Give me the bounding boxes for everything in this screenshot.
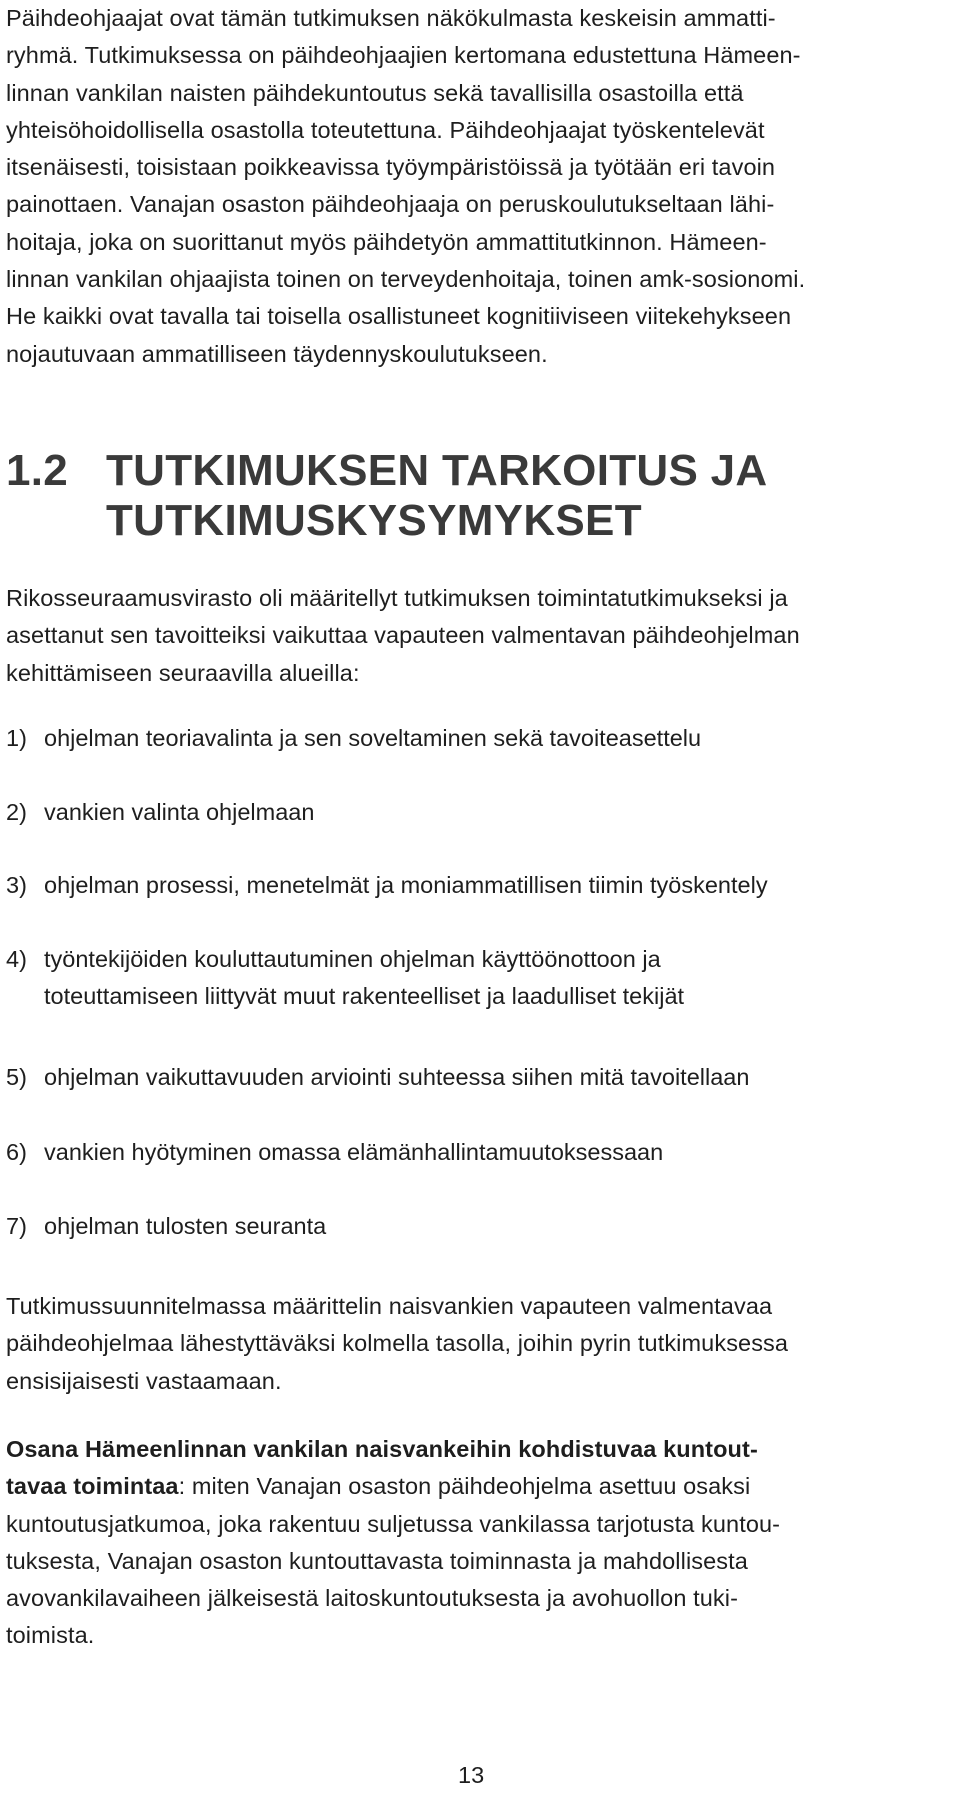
section-number: 1.2 <box>6 446 69 495</box>
list-item-text <box>44 1059 749 1096</box>
rehabilitation-paragraph <box>6 1431 780 1655</box>
text-line: toimista. <box>6 1622 95 1649</box>
text-line <box>6 1468 780 1505</box>
list-item-number: 3) <box>6 872 27 898</box>
text-line: ohjelman tulosten seuranta <box>44 1213 327 1239</box>
text-line: nojautuvaan ammatilliseen täydennyskoulutukseen. <box>6 340 548 367</box>
research-plan-paragraph <box>6 1288 788 1400</box>
intro-paragraph <box>6 0 805 373</box>
list-item-text <box>44 794 314 831</box>
text-line: ohjelman vaikuttavuuden arviointi suhteessa siihen mitä tavoitellaan <box>44 1064 750 1090</box>
text-line: Rikosseuraamusvirasto oli määritellyt tutkimuksen toimintatutkimukseksi ja <box>6 585 788 611</box>
list-item-number: 5) <box>6 1064 27 1090</box>
text-line: ryhmä. Tutkimuksessa on päihdeohjaajien kertomana edustettuna Hämeen- <box>6 42 801 69</box>
section-title <box>106 446 768 546</box>
list-item-number: 2) <box>6 799 27 825</box>
page-number: 13 <box>458 1762 485 1788</box>
text-line: He kaikki ovat tavalla tai toisella osallistuneet kognitiiviseen viitekehykseen <box>6 303 792 330</box>
list-item-text <box>44 1134 663 1171</box>
text-line: kuntoutusjatkumoa, joka rakentuu suljetussa vankilassa tarjotusta kuntou- <box>6 1510 781 1537</box>
text-line: linnan vankilan naisten päihdekuntoutus sekä tavallisilla osastoilla että <box>6 79 744 106</box>
text-line: kehittämiseen seuraavilla alueilla: <box>6 659 360 686</box>
list-item-text <box>44 720 701 757</box>
text-line: tuksesta, Vanajan osaston kuntouttavasta toiminnasta ja mahdollisesta <box>6 1547 748 1574</box>
text-line: ensisijaisesti vastaamaan. <box>6 1367 282 1394</box>
text-line-rest: : miten Vanajan osaston päihdeohjelma asettuu osaksi <box>178 1473 751 1500</box>
text-line: ohjelman teoriavalinta ja sen soveltaminen sekä tavoiteasettelu <box>44 725 702 751</box>
list-item-number: 4) <box>6 946 27 972</box>
text-line: vankien valinta ohjelmaan <box>44 799 315 825</box>
bold-lead-line: Osana Hämeenlinnan vankilan naisvankeihin kohdistuvaa kuntout- <box>6 1436 758 1462</box>
purpose-paragraph <box>6 580 800 692</box>
text-line: työntekijöiden kouluttautuminen ohjelman käyttöönottoon ja <box>44 946 661 972</box>
list-item-text <box>44 867 768 904</box>
section-title-line: TUTKIMUKSEN TARKOITUS JA <box>106 446 768 495</box>
section-title-line: TUTKIMUSKYSYMYKSET <box>106 496 642 545</box>
text-line: toteuttamiseen liittyvät muut rakenteelliset ja laadulliset tekijät <box>44 983 685 1010</box>
bold-lead-end: tavaa toimintaa <box>6 1473 179 1500</box>
text-line: yhteisöhoidollisella osastolla toteutettuna. Päihdeohjaajat työskentelevät <box>6 116 765 143</box>
list-item-number: 6) <box>6 1139 27 1165</box>
text-line: hoitaja, joka on suorittanut myös päihdetyön ammattitutkinnon. Hämeen- <box>6 228 767 255</box>
list-item-text <box>44 941 684 1016</box>
text-line: Tutkimussuunnitelmassa määrittelin naisvankien vapauteen valmentavaa <box>6 1293 773 1319</box>
list-item-text <box>44 1208 326 1245</box>
text-line: avovankilavaiheen jälkeisestä laitoskuntoutuksesta ja avohuollon tuki- <box>6 1585 739 1612</box>
text-line: asettanut sen tavoitteiksi vaikuttaa vapauteen valmentavan päihdeohjelman <box>6 622 800 649</box>
text-line: itsenäisesti, toisistaan poikkeavissa työympäristöissä ja työtään eri tavoin <box>6 154 776 181</box>
text-line: Päihdeohjaajat ovat tämän tutkimuksen näkökulmasta keskeisin ammatti- <box>6 5 776 31</box>
list-item-number: 7) <box>6 1213 27 1239</box>
text-line: päihdeohjelmaa lähestyttäväksi kolmella tasolla, joihin pyrin tutkimuksessa <box>6 1330 789 1357</box>
text-line: linnan vankilan ohjaajista toinen on terveydenhoitaja, toinen amk-sosionomi. <box>6 266 806 293</box>
text-line: painottaen. Vanajan osaston päihdeohjaaja on peruskoulutukseltaan lähi- <box>6 191 775 218</box>
text-line: vankien hyötyminen omassa elämänhallintamuutoksessaan <box>44 1139 664 1165</box>
text-line: ohjelman prosessi, menetelmät ja moniammatillisen tiimin työskentely <box>44 872 768 898</box>
list-item-number: 1) <box>6 725 27 751</box>
